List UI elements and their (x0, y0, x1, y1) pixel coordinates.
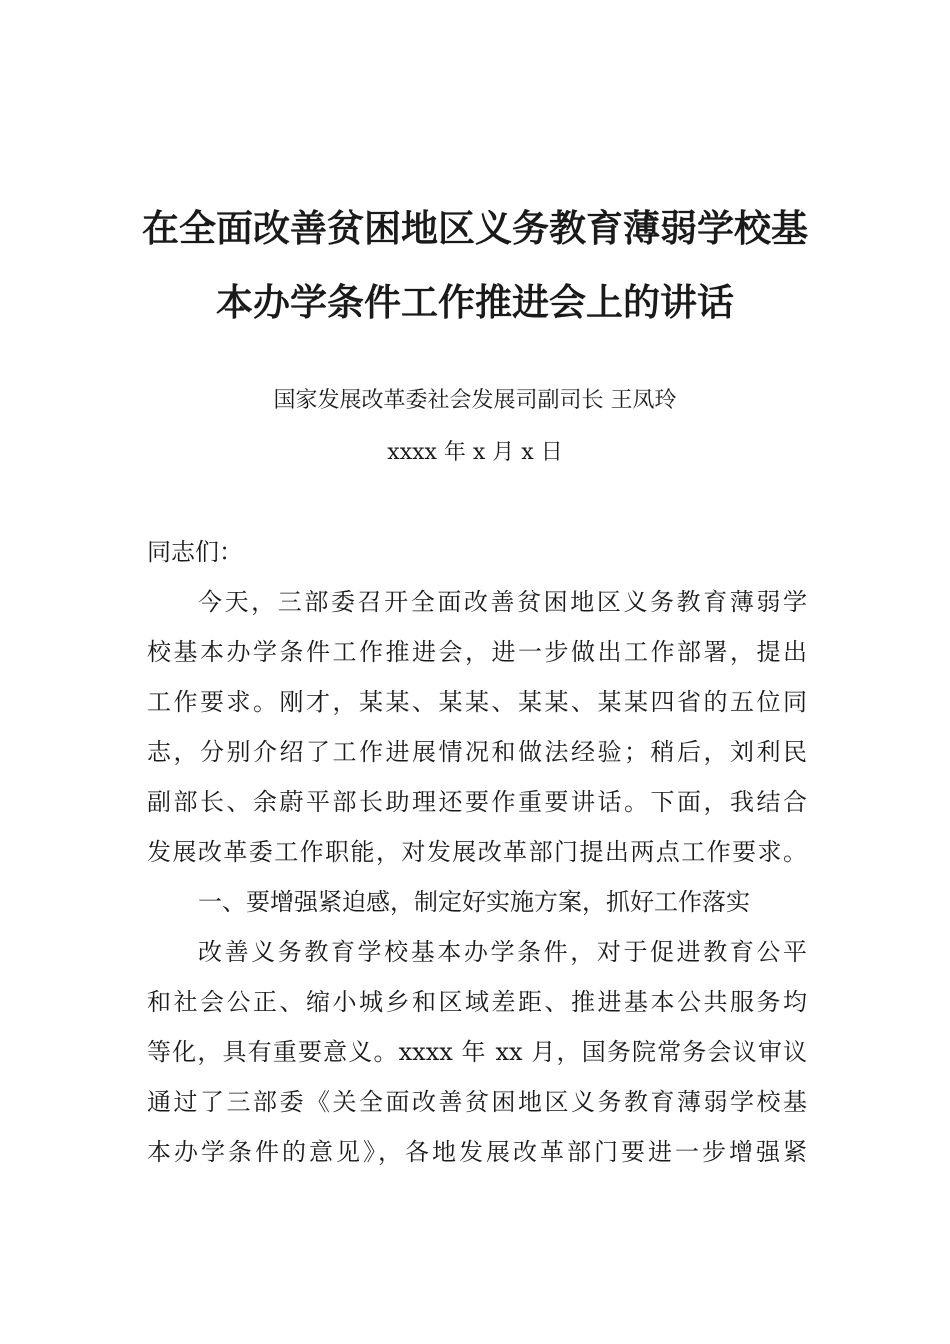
paragraph-line: 和社会公正、缩小城乡和区域差距、推进基本公共服务均 (147, 988, 807, 1016)
author-line: 国家发展改革委社会发展司副司长 王凤玲 (273, 388, 677, 413)
salutation: 同志们： (147, 538, 243, 566)
paragraph-line: 校基本办学条件工作推进会，进一步做出工作部署，提出 (147, 638, 807, 666)
document-title-line-2: 本办学条件工作推进会上的讲话 (216, 280, 734, 324)
paragraph-line: 本办学条件的意见》，各地发展改革部门要进一步增强紧 (147, 1138, 807, 1166)
paragraph-line: 发展改革委工作职能，对发展改革部门提出两点工作要求。 (147, 838, 807, 866)
document-title-line-1: 在全面改善贫困地区义务教育薄弱学校基 (142, 206, 808, 250)
paragraph-line: 副部长、余蔚平部长助理还要作重要讲话。下面，我结合 (147, 788, 807, 816)
date-line: xxxx 年 x 月 x 日 (387, 440, 563, 465)
paragraph-line: 志，分别介绍了工作进展情况和做法经验；稍后，刘利民 (147, 738, 807, 766)
paragraph-line: 通过了三部委《关全面改善贫困地区义务教育薄弱学校基 (147, 1088, 807, 1116)
paragraph-line: 工作要求。刚才，某某、某某、某某、某某四省的五位同 (147, 688, 807, 716)
paragraph-line: 等化，具有重要意义。xxxx 年 xx 月，国务院常务会议审议 (147, 1038, 807, 1066)
section-heading: 一、要增强紧迫感，制定好实施方案，抓好工作落实 (198, 888, 750, 916)
paragraph-line: 改善义务教育学校基本办学条件，对于促进教育公平 (198, 938, 807, 966)
paragraph-line: 今天，三部委召开全面改善贫困地区义务教育薄弱学 (198, 588, 807, 616)
